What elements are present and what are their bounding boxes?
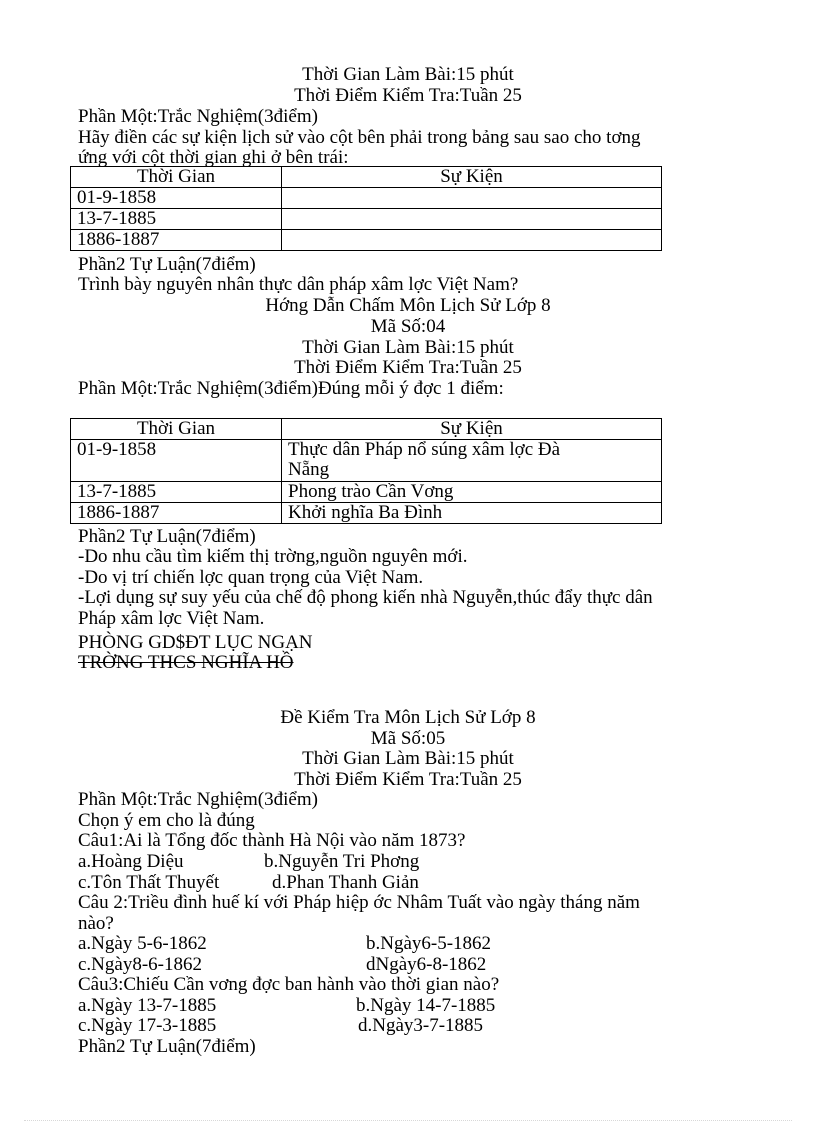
date-cell: 1886-1887 <box>71 230 282 251</box>
question-2-line2: nào? <box>78 913 114 934</box>
answer-part1-title: Phần Một:Trắc Nghiệm(3điểm)Đúng mỗi ý đợc 1 điểm: <box>78 378 504 399</box>
sec1-check-time: Thời Điểm Kiểm Tra:Tuần 25 <box>294 85 522 106</box>
table-row <box>71 503 662 524</box>
event-cell-empty <box>282 209 662 230</box>
q3-option-a: a.Ngày 13-7-1885 <box>78 995 217 1016</box>
col-header-event: Sự Kiện <box>282 419 662 440</box>
sec1-part2-title: Phần2 Tự Luận(7điểm) <box>78 254 256 275</box>
answer-code: Mã Số:04 <box>370 316 446 337</box>
sec1-time-limit: Thời Gian Làm Bài:15 phút <box>302 64 514 85</box>
exam2-time-limit: Thời Gian Làm Bài:15 phút <box>302 748 514 769</box>
dept-name: PHÒNG GD$ĐT LỤC NGẠN <box>78 632 313 653</box>
table-header-row <box>71 419 662 440</box>
table-row <box>71 440 662 482</box>
exam2-part1-title: Phần Một:Trắc Nghiệm(3điểm) <box>78 789 318 810</box>
q1-option-b: b.Nguyễn Tri Phơng <box>264 851 420 872</box>
answer-title: Hớng Dẫn Chấm Môn Lịch Sử Lớp 8 <box>265 295 551 316</box>
col-header-time: Thời Gian <box>71 419 282 440</box>
answer-time-limit: Thời Gian Làm Bài:15 phút <box>302 337 514 358</box>
exam2-code: Mã Số:05 <box>370 728 446 749</box>
date-cell: 01-9-1858 <box>71 188 282 209</box>
event-line: Thực dân Pháp nổ súng xâm lợc Đà <box>288 439 561 460</box>
event-cell-empty <box>282 230 662 251</box>
q2-option-c: c.Ngày8-6-1862 <box>78 954 202 975</box>
q3-option-c: c.Ngày 17-3-1885 <box>78 1015 217 1036</box>
school-name: TRỜNG THCS NGHĨA HỒ <box>78 652 294 673</box>
event-cell: Khởi nghĩa Ba Đình <box>282 503 662 524</box>
q1-option-a: a.Hoàng Diệu <box>78 851 184 872</box>
question-2-line1: Câu 2:Triều đình huế kí với Pháp hiệp ớc Nhâm Tuất vào ngày tháng năm <box>78 892 640 913</box>
table-header-row <box>71 167 662 188</box>
answer-point: -Lợi dụng sự suy yếu của chế độ phong kiến nhà Nguyễn,thúc đẩy thực dân <box>78 587 653 608</box>
event-line: Nẵng <box>288 459 330 480</box>
table-row <box>71 482 662 503</box>
q1-option-d: d.Phan Thanh Giản <box>272 872 419 893</box>
q2-option-b: b.Ngày6-5-1862 <box>366 933 492 954</box>
event-cell-empty <box>282 188 662 209</box>
col-header-event: Sự Kiện <box>282 167 662 188</box>
answer-table <box>70 418 662 524</box>
question-3: Câu3:Chiếu Cần vơng đợc ban hành vào thời gian nào? <box>78 974 500 995</box>
table-row <box>71 230 662 251</box>
answer-check-time: Thời Điểm Kiểm Tra:Tuần 25 <box>294 357 522 378</box>
q1-option-c: c.Tôn Thất Thuyết <box>78 872 220 893</box>
col-header-time: Thời Gian <box>71 167 282 188</box>
answer-point: -Do vị trí chiến lợc quan trọng của Việt Nam. <box>78 567 424 588</box>
q2-option-a: a.Ngày 5-6-1862 <box>78 933 207 954</box>
date-cell: 13-7-1885 <box>71 482 282 503</box>
sec1-instruction-line2: ứng với cột thời gian ghi ở bên trái: <box>78 147 349 168</box>
q2-option-d: dNgày6-8-1862 <box>366 954 487 975</box>
date-cell: 01-9-1858 <box>71 440 282 482</box>
date-cell: 1886-1887 <box>71 503 282 524</box>
sec1-table <box>70 166 662 251</box>
sec1-question: Trình bày nguyên nhân thực dân pháp xâm lợc Việt Nam? <box>78 274 519 295</box>
event-cell: Phong trào Cần Vơng <box>282 482 662 503</box>
sec1-instruction-line1: Hãy điền các sự kiện lịch sử vào cột bên phải trong bảng sau sao cho tơng <box>78 127 641 148</box>
sec1-part1-title: Phần Một:Trắc Nghiệm(3điểm) <box>78 106 318 127</box>
question-1: Câu1:Ai là Tổng đốc thành Hà Nội vào năm 1873? <box>78 830 466 851</box>
exam2-title: Đề Kiểm Tra Môn Lịch Sử Lớp 8 <box>280 707 536 728</box>
answer-point: -Do nhu cầu tìm kiếm thị trờng,nguồn nguyên mới. <box>78 546 468 567</box>
exam2-check-time: Thời Điểm Kiểm Tra:Tuần 25 <box>294 769 522 790</box>
event-cell <box>282 440 662 482</box>
q3-option-b: b.Ngày 14-7-1885 <box>356 995 496 1016</box>
answer-point: Pháp xâm lợc Việt Nam. <box>78 608 265 629</box>
table-row <box>71 209 662 230</box>
date-cell: 13-7-1885 <box>71 209 282 230</box>
exam2-part2-title: Phần2 Tự Luận(7điểm) <box>78 1036 256 1057</box>
q3-option-d: d.Ngày3-7-1885 <box>358 1015 484 1036</box>
exam2-instruction: Chọn ý em cho là đúng <box>78 810 255 831</box>
answer-part2-title: Phần2 Tự Luận(7điểm) <box>78 526 256 547</box>
table-row <box>71 188 662 209</box>
page-bottom-divider <box>24 1120 792 1121</box>
